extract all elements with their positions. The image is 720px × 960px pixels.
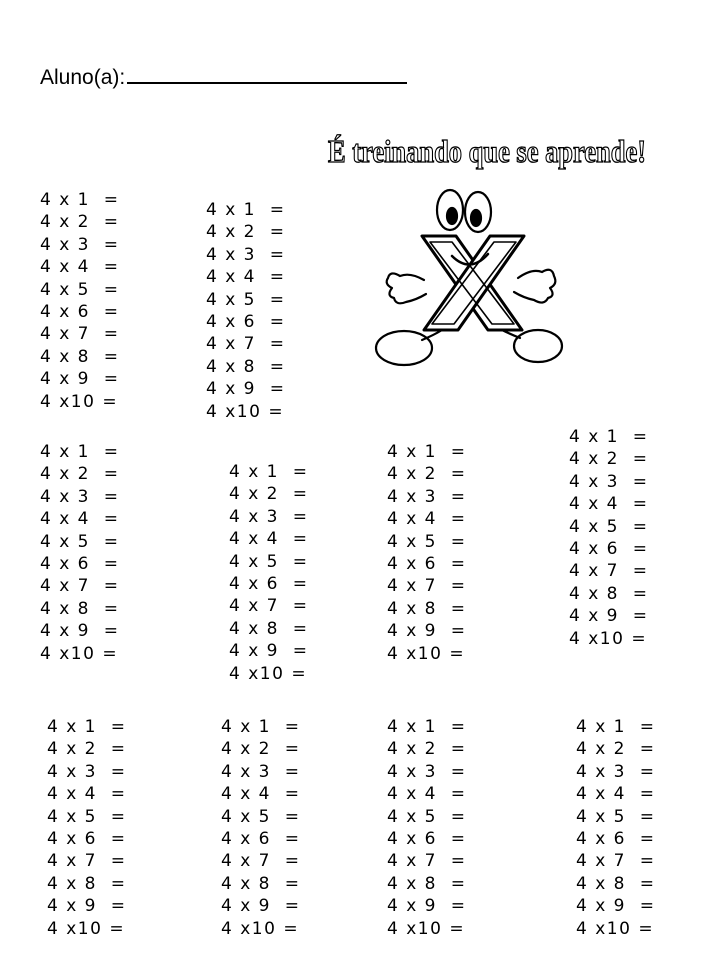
- times-table-block-9: [387, 716, 467, 940]
- times-table-row: 4 x10 =: [576, 918, 655, 939]
- student-label: Aluno(a):: [40, 66, 126, 89]
- times-table-block-7: [47, 716, 127, 940]
- times-table-block-2: [206, 199, 286, 423]
- times-table-row: 4 x 7 =: [387, 576, 467, 597]
- times-table-row: 4 x 4 =: [40, 257, 120, 278]
- times-table-row: 4 x 4 =: [229, 529, 309, 550]
- times-table-row: 4 x 8 =: [47, 873, 127, 894]
- times-table-row: 4 x 8 =: [569, 583, 649, 604]
- times-table-row: 4 x10 =: [569, 628, 648, 649]
- motto-text: É treinando que se aprende!: [328, 133, 646, 169]
- times-table-block-6: [569, 426, 649, 650]
- times-table-row: 4 x10 =: [387, 643, 466, 664]
- times-table-row: 4 x 1 =: [229, 462, 309, 482]
- times-table-row: 4 x 9 =: [229, 641, 309, 662]
- times-table-row: 4 x 5 =: [206, 289, 286, 310]
- times-table-row: 4 x 1 =: [569, 427, 649, 447]
- times-table-row: 4 x 2 =: [221, 739, 301, 760]
- times-table-row: 4 x 6 =: [569, 538, 649, 559]
- times-table-row: 4 x10 =: [229, 663, 308, 684]
- times-table-row: 4 x 3 =: [40, 234, 120, 255]
- times-table-row: 4 x 1 =: [47, 717, 127, 737]
- times-table-row: 4 x 9 =: [569, 606, 649, 627]
- times-table-row: 4 x 5 =: [569, 516, 649, 537]
- student-name-line: [40, 64, 407, 90]
- times-table-row: 4 x 1 =: [387, 717, 467, 737]
- times-table-row: 4 x 8 =: [387, 598, 467, 619]
- times-table-row: 4 x 5 =: [221, 806, 301, 827]
- times-table-row: 4 x10 =: [221, 918, 300, 939]
- times-table-row: 4 x 2 =: [576, 739, 656, 760]
- times-table-row: 4 x 4 =: [206, 267, 286, 288]
- times-table-row: 4 x 9 =: [576, 896, 656, 917]
- times-table-row: 4 x 6 =: [387, 828, 467, 849]
- times-table-row: 4 x 3 =: [387, 761, 467, 782]
- times-table-row: 4 x 7 =: [206, 334, 286, 355]
- times-table-row: 4 x 3 =: [40, 486, 120, 507]
- times-table-row: 4 x 1 =: [206, 200, 286, 220]
- times-table-row: 4 x 8 =: [40, 598, 120, 619]
- times-table-row: 4 x 4 =: [387, 509, 467, 530]
- times-table-row: 4 x 6 =: [40, 301, 120, 322]
- times-table-row: 4 x 8 =: [40, 346, 120, 367]
- times-table-row: 4 x 8 =: [229, 618, 309, 639]
- times-table-row: 4 x 6 =: [206, 311, 286, 332]
- times-table-row: 4 x10 =: [47, 918, 126, 939]
- times-table-row: 4 x 6 =: [387, 553, 467, 574]
- times-table-block-8: [221, 716, 301, 940]
- times-table-row: 4 x 4 =: [47, 784, 127, 805]
- times-table-row: 4 x 9 =: [387, 896, 467, 917]
- times-table-row: 4 x 1 =: [576, 717, 656, 737]
- times-table-row: 4 x 7 =: [387, 851, 467, 872]
- times-table-row: 4 x 6 =: [40, 553, 120, 574]
- times-table-row: 4 x 3 =: [387, 486, 467, 507]
- times-table-row: 4 x 9 =: [206, 379, 286, 400]
- times-table-row: 4 x 1 =: [40, 442, 120, 462]
- times-table-row: 4 x 8 =: [387, 873, 467, 894]
- times-table-row: 4 x 3 =: [229, 506, 309, 527]
- times-table-row: 4 x 5 =: [47, 806, 127, 827]
- times-table-row: 4 x 7 =: [47, 851, 127, 872]
- times-table-row: 4 x 4 =: [40, 509, 120, 530]
- times-table-row: 4 x 4 =: [221, 784, 301, 805]
- times-table-row: 4 x10 =: [206, 401, 285, 422]
- times-table-block-3: [40, 441, 120, 665]
- times-table-row: 4 x 8 =: [576, 873, 656, 894]
- multiplication-sign-mascot-icon: [372, 180, 572, 380]
- times-table-block-5: [387, 441, 467, 665]
- times-table-block-1: [40, 189, 120, 413]
- times-table-row: 4 x 3 =: [569, 471, 649, 492]
- times-table-row: 4 x 7 =: [40, 576, 120, 597]
- times-table-row: 4 x 4 =: [576, 784, 656, 805]
- times-table-row: 4 x 9 =: [40, 621, 120, 642]
- times-table-row: 4 x 4 =: [569, 494, 649, 515]
- times-table-block-10: [576, 716, 656, 940]
- times-table-row: 4 x 5 =: [40, 279, 120, 300]
- times-table-row: 4 x 2 =: [387, 464, 467, 485]
- times-table-row: 4 x 2 =: [47, 739, 127, 760]
- times-table-row: 4 x 2 =: [229, 484, 309, 505]
- times-table-row: 4 x 4 =: [387, 784, 467, 805]
- motto-heading: [318, 120, 658, 180]
- times-table-block-4: [229, 461, 309, 685]
- times-table-row: 4 x 5 =: [387, 531, 467, 552]
- times-table-row: 4 x 2 =: [206, 222, 286, 243]
- times-table-row: 4 x 7 =: [229, 596, 309, 617]
- times-table-row: 4 x 2 =: [387, 739, 467, 760]
- times-table-row: 4 x 7 =: [221, 851, 301, 872]
- times-table-row: 4 x 6 =: [229, 573, 309, 594]
- times-table-row: 4 x 5 =: [40, 531, 120, 552]
- times-table-row: 4 x 9 =: [387, 621, 467, 642]
- times-table-row: 4 x 9 =: [47, 896, 127, 917]
- times-table-row: 4 x 7 =: [576, 851, 656, 872]
- times-table-row: 4 x 9 =: [40, 369, 120, 390]
- times-table-row: 4 x 6 =: [221, 828, 301, 849]
- times-table-row: 4 x 1 =: [387, 442, 467, 462]
- times-table-row: 4 x 8 =: [206, 356, 286, 377]
- times-table-row: 4 x10 =: [387, 918, 466, 939]
- times-table-row: 4 x 5 =: [576, 806, 656, 827]
- times-table-row: 4 x 7 =: [40, 324, 120, 345]
- times-table-row: 4 x 7 =: [569, 561, 649, 582]
- times-table-row: 4 x 2 =: [569, 449, 649, 470]
- times-table-row: 4 x 3 =: [47, 761, 127, 782]
- times-table-row: 4 x 5 =: [387, 806, 467, 827]
- times-table-row: 4 x 6 =: [576, 828, 656, 849]
- times-table-row: 4 x 3 =: [206, 244, 286, 265]
- times-table-row: 4 x10 =: [40, 391, 119, 412]
- times-table-row: 4 x 9 =: [221, 896, 301, 917]
- times-table-row: 4 x10 =: [40, 643, 119, 664]
- times-table-row: 4 x 1 =: [40, 190, 120, 210]
- times-table-row: 4 x 2 =: [40, 212, 120, 233]
- times-table-row: 4 x 2 =: [40, 464, 120, 485]
- times-table-row: 4 x 5 =: [229, 551, 309, 572]
- times-table-row: 4 x 8 =: [221, 873, 301, 894]
- times-table-row: 4 x 3 =: [221, 761, 301, 782]
- student-name-blank[interactable]: [127, 64, 407, 84]
- times-table-row: 4 x 1 =: [221, 717, 301, 737]
- times-table-row: 4 x 3 =: [576, 761, 656, 782]
- times-table-row: 4 x 6 =: [47, 828, 127, 849]
